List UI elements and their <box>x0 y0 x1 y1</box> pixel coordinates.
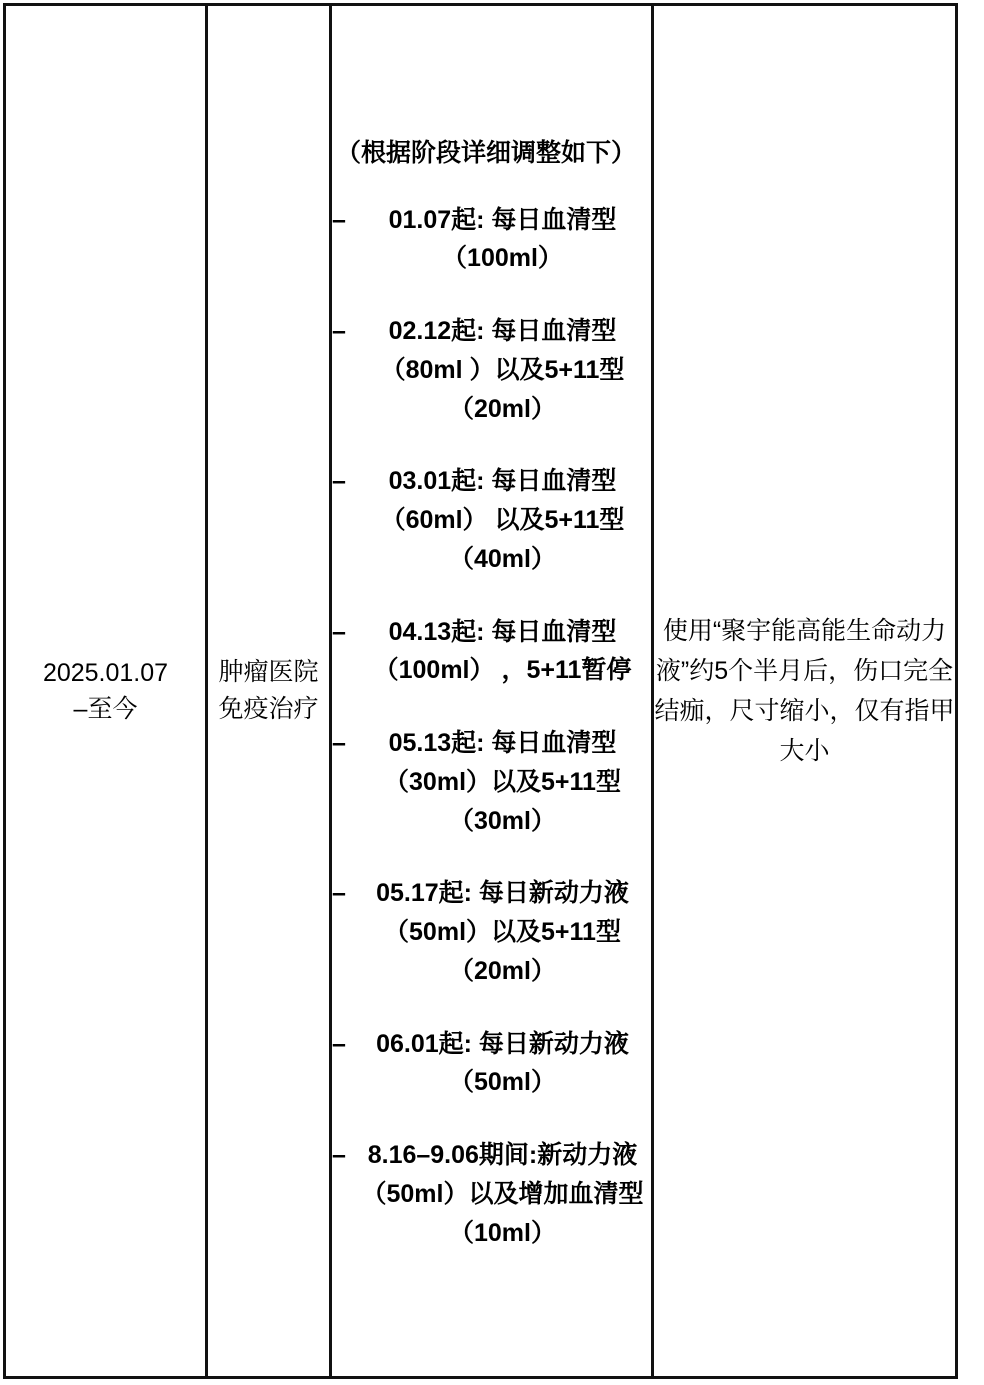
list-item-label: 02.12起: 每日血清型（80ml ）以及5+11型（20ml） <box>380 317 625 423</box>
treatment-line-2: 免疫治疗 <box>218 695 319 723</box>
document-page <box>0 3 984 1385</box>
list-item <box>332 201 651 279</box>
list-item <box>332 874 651 990</box>
cell-detail <box>331 5 653 1378</box>
bullet-dash-icon: – <box>332 1029 346 1058</box>
list-item-label: 03.01起: 每日血清型（60ml） 以及5+11型（40ml） <box>380 467 625 573</box>
cell-date <box>5 5 207 1378</box>
bullet-dash-icon: – <box>332 467 346 496</box>
date-line-1: 2025.01.07 <box>42 658 169 687</box>
bullet-dash-icon: – <box>332 1141 346 1170</box>
bullet-dash-icon: – <box>332 729 346 758</box>
detail-item-list <box>332 201 651 1253</box>
table-row <box>5 5 957 1378</box>
detail-heading: （根据阶段详细调整如下） <box>336 138 637 167</box>
bullet-dash-icon: – <box>332 879 346 908</box>
list-item-label: 05.13起: 每日血清型（30ml）以及5+11型（30ml） <box>384 729 621 835</box>
list-item <box>332 1136 651 1252</box>
list-item <box>332 724 651 840</box>
list-item-label: 8.16–9.06期间:新动力液（50ml）以及增加血清型（10ml） <box>361 1141 644 1247</box>
cell-note <box>653 5 957 1378</box>
treatment-record-table <box>3 3 958 1379</box>
list-item-label: 06.01起: 每日新动力液（50ml） <box>376 1029 629 1097</box>
list-item-label: 04.13起: 每日血清型（100ml） ，5+11暂停 <box>373 617 632 685</box>
treatment-line-1: 肿瘤医院 <box>218 657 319 686</box>
bullet-dash-icon: – <box>332 205 346 234</box>
cell-treatment <box>207 5 331 1378</box>
list-item <box>332 462 651 578</box>
bullet-dash-icon: – <box>332 617 346 646</box>
list-item-label: 05.17起: 每日新动力液（50ml）以及5+11型（20ml） <box>376 879 629 985</box>
list-item <box>332 1025 651 1103</box>
list-item <box>332 613 651 691</box>
bullet-dash-icon: – <box>332 317 346 346</box>
date-line-2: –至今 <box>73 695 138 723</box>
note-text: 使用“聚宇能高能生命动力液”约5个半月后，伤口完全结痂，尺寸缩小，仅有指甲大小 <box>654 617 955 765</box>
list-item <box>332 312 651 428</box>
list-item-label: 01.07起: 每日血清型（100ml） <box>388 205 617 273</box>
